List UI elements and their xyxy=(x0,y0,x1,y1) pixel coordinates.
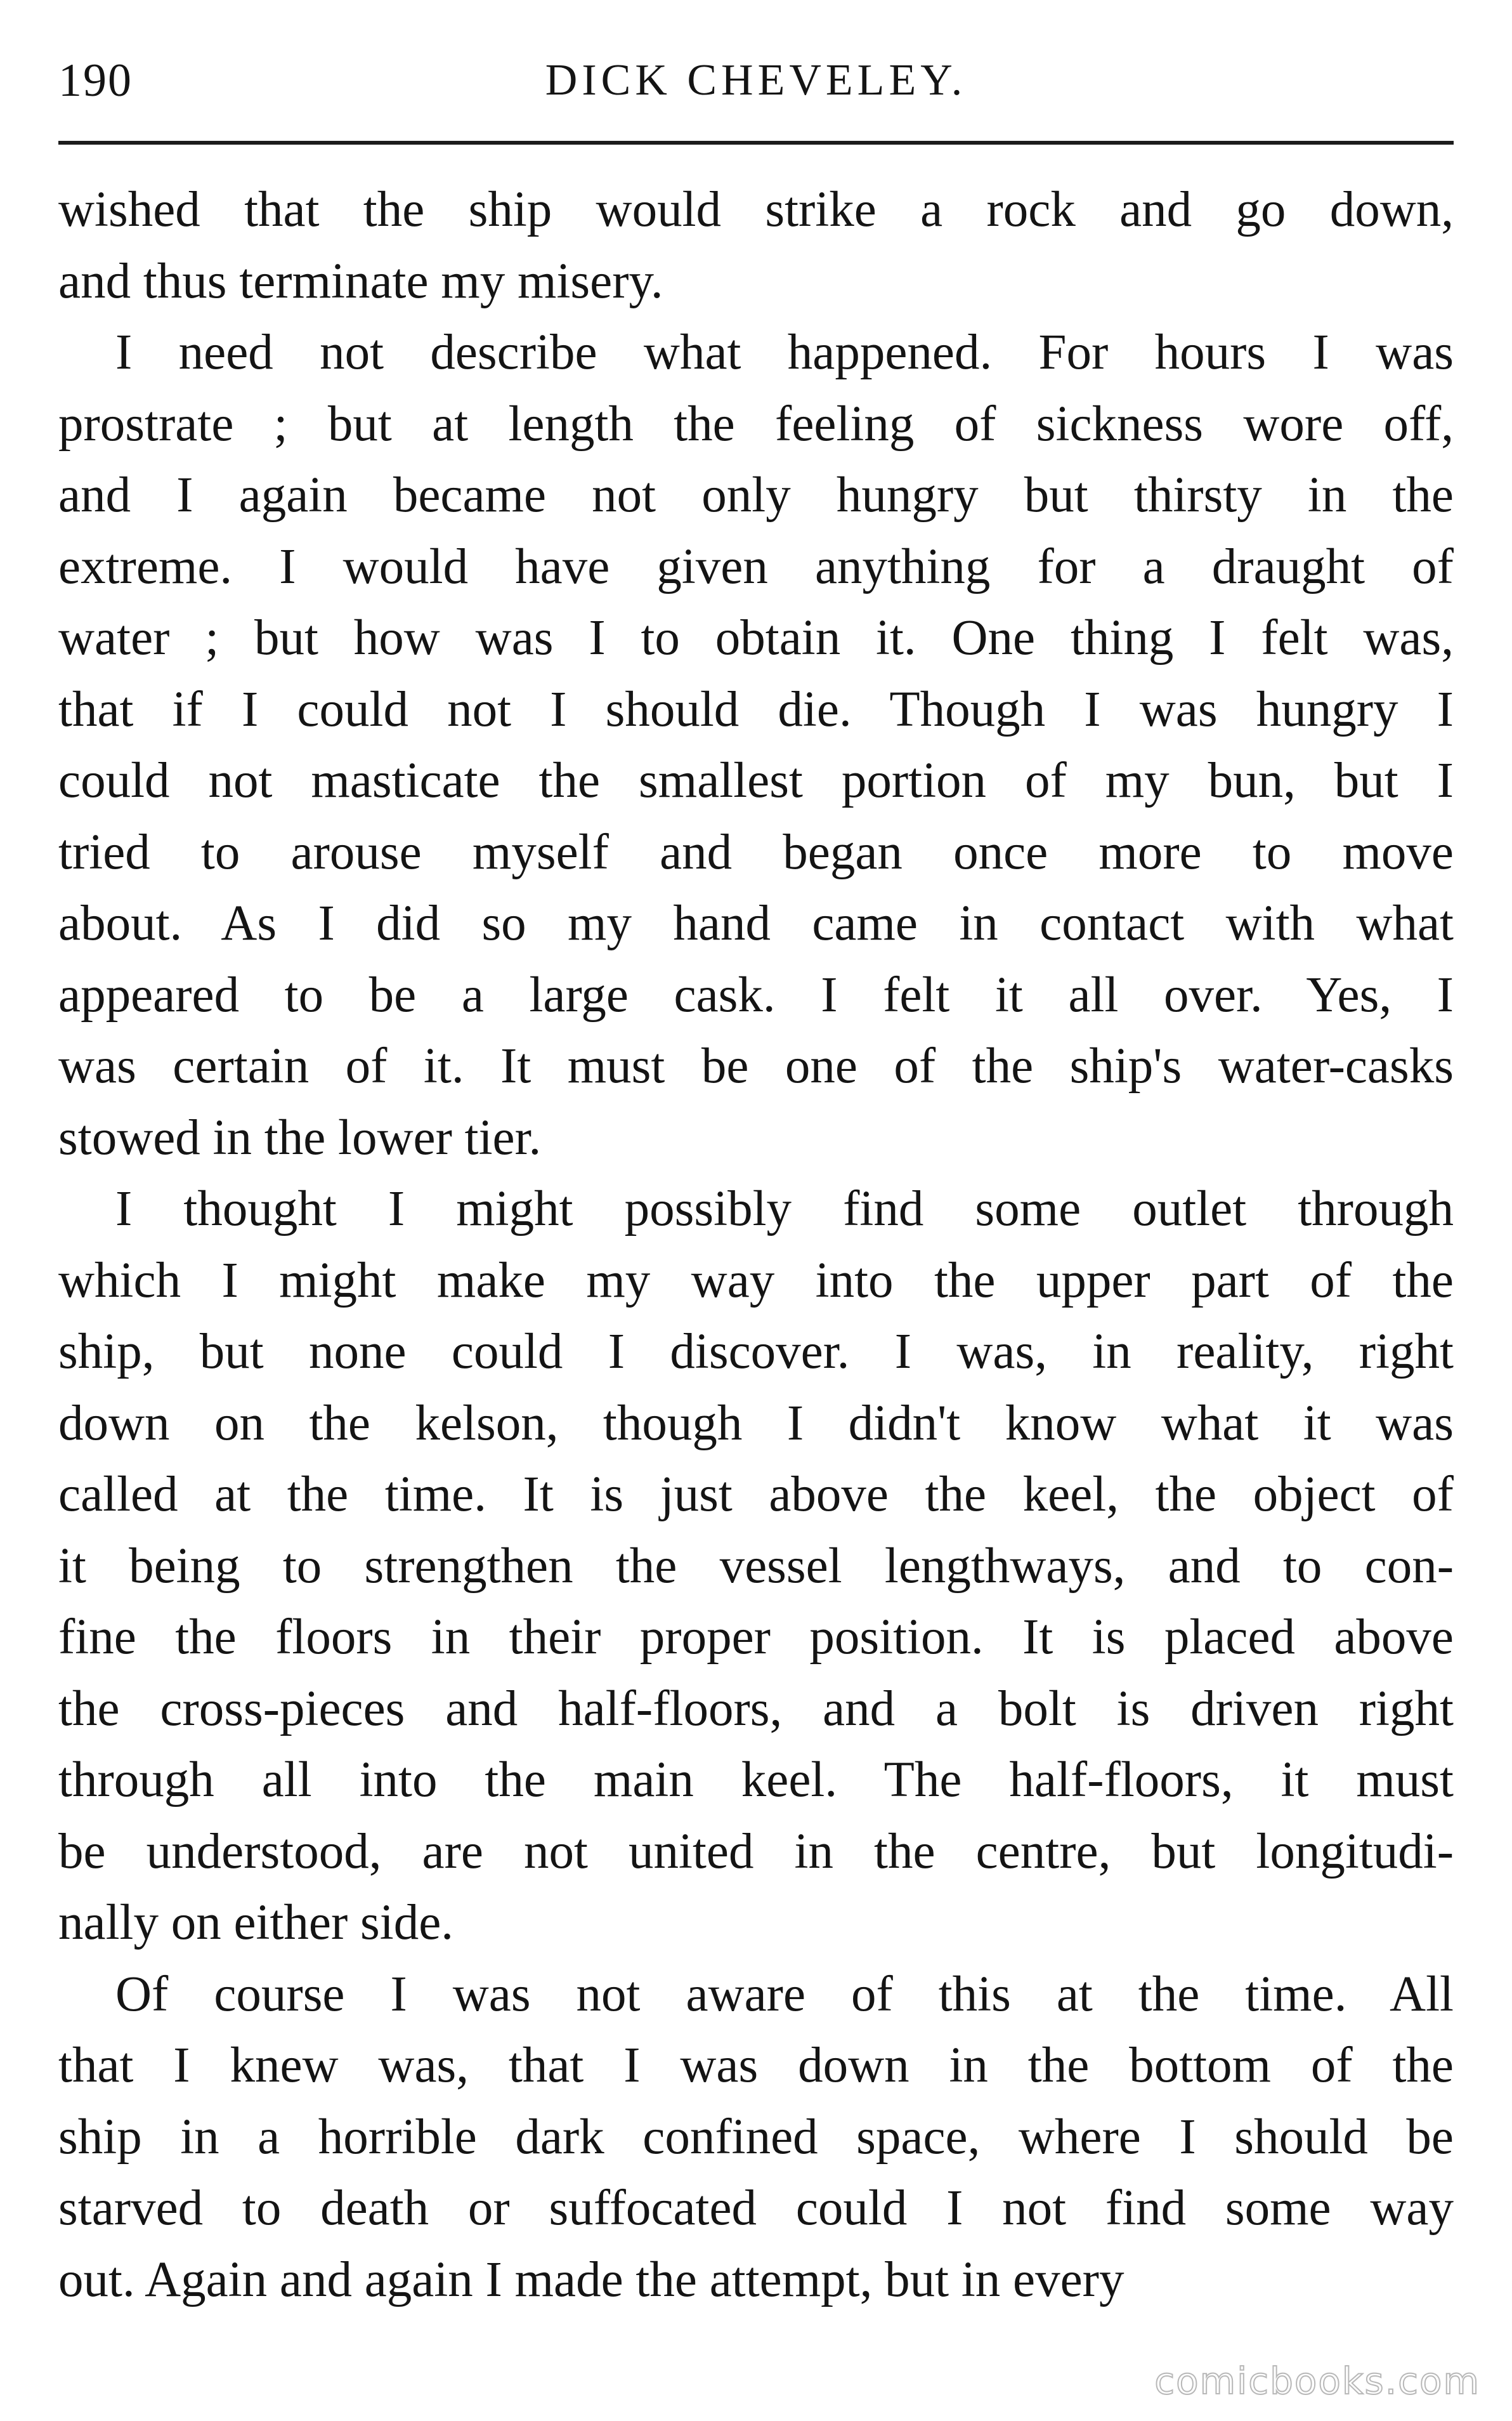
text-line: prostrate ; but at length the feeling of sickness wore off, xyxy=(58,396,1454,452)
text-line: was certain of it. It must be one of the ship's water-casks xyxy=(58,1039,1454,1094)
text-line: and I again became not only hungry but thirsty in the xyxy=(58,468,1454,523)
paragraph xyxy=(58,317,1454,1174)
text-line: starved to death or suffocated could I not find some way xyxy=(58,2181,1454,2236)
text-line: and thus terminate my misery. xyxy=(58,253,663,309)
text-line: it being to strengthen the vessel lengthways, and to con- xyxy=(58,1538,1454,1594)
text-line: appeared to be a large cask. I felt it all over. Yes, I xyxy=(58,967,1454,1023)
text-line: tried to arouse myself and began once more to move xyxy=(58,824,1454,880)
text-line: ship, but none could I discover. I was, in reality, right xyxy=(58,1324,1454,1379)
running-title: DICK CHEVELEY. xyxy=(545,56,967,105)
text-line: that I knew was, that I was down in the bottom of the xyxy=(58,2038,1454,2093)
text-line: I need not describe what happened. For hours I was xyxy=(115,325,1454,380)
text-line: extreme. I would have given anything for a draught of xyxy=(58,539,1454,594)
text-line: about. As I did so my hand came in contact with what xyxy=(58,896,1454,951)
text-line: wished that the ship would strike a rock and go down, xyxy=(58,182,1454,237)
text-line: be understood, are not united in the centre, but longitudi- xyxy=(58,1823,1454,1879)
text-line: ship in a horrible dark confined space, where I should be xyxy=(58,2109,1454,2165)
text-line: the cross-pieces and half-floors, and a bolt is driven right xyxy=(58,1681,1454,1736)
text-line: down on the kelson, though I didn't know what it was xyxy=(58,1395,1454,1451)
text-line: stowed in the lower tier. xyxy=(58,1110,542,1165)
text-line: water ; but how was I to obtain it. One thing I felt was, xyxy=(58,610,1454,666)
text-line: I thought I might possibly find some outlet through xyxy=(115,1181,1454,1237)
text-line: which I might make my way into the upper part of the xyxy=(58,1252,1454,1308)
text-line: out. Again and again I made the attempt, but in every xyxy=(58,2252,1124,2307)
page-header xyxy=(58,44,1454,114)
body-text xyxy=(58,174,1454,2316)
text-line: called at the time. It is just above the keel, the object of xyxy=(58,1467,1454,1522)
header-rule xyxy=(58,141,1454,145)
paragraph xyxy=(58,1959,1454,2316)
text-line: that if I could not I should die. Though I was hungry I xyxy=(58,681,1454,737)
paragraph xyxy=(58,1174,1454,1959)
page-number: 190 xyxy=(58,55,133,107)
text-line: nally on either side. xyxy=(58,1895,454,1950)
text-line: fine the floors in their proper position. It is placed above xyxy=(58,1610,1454,1665)
text-line: through all into the main keel. The half-floors, it must xyxy=(58,1752,1454,1808)
paragraph xyxy=(58,174,1454,317)
watermark-text: comicbooks.com xyxy=(1154,2359,1480,2403)
text-line: Of course I was not aware of this at the time. All xyxy=(115,1966,1454,2022)
text-line: could not masticate the smallest portion of my bun, but I xyxy=(58,753,1454,808)
